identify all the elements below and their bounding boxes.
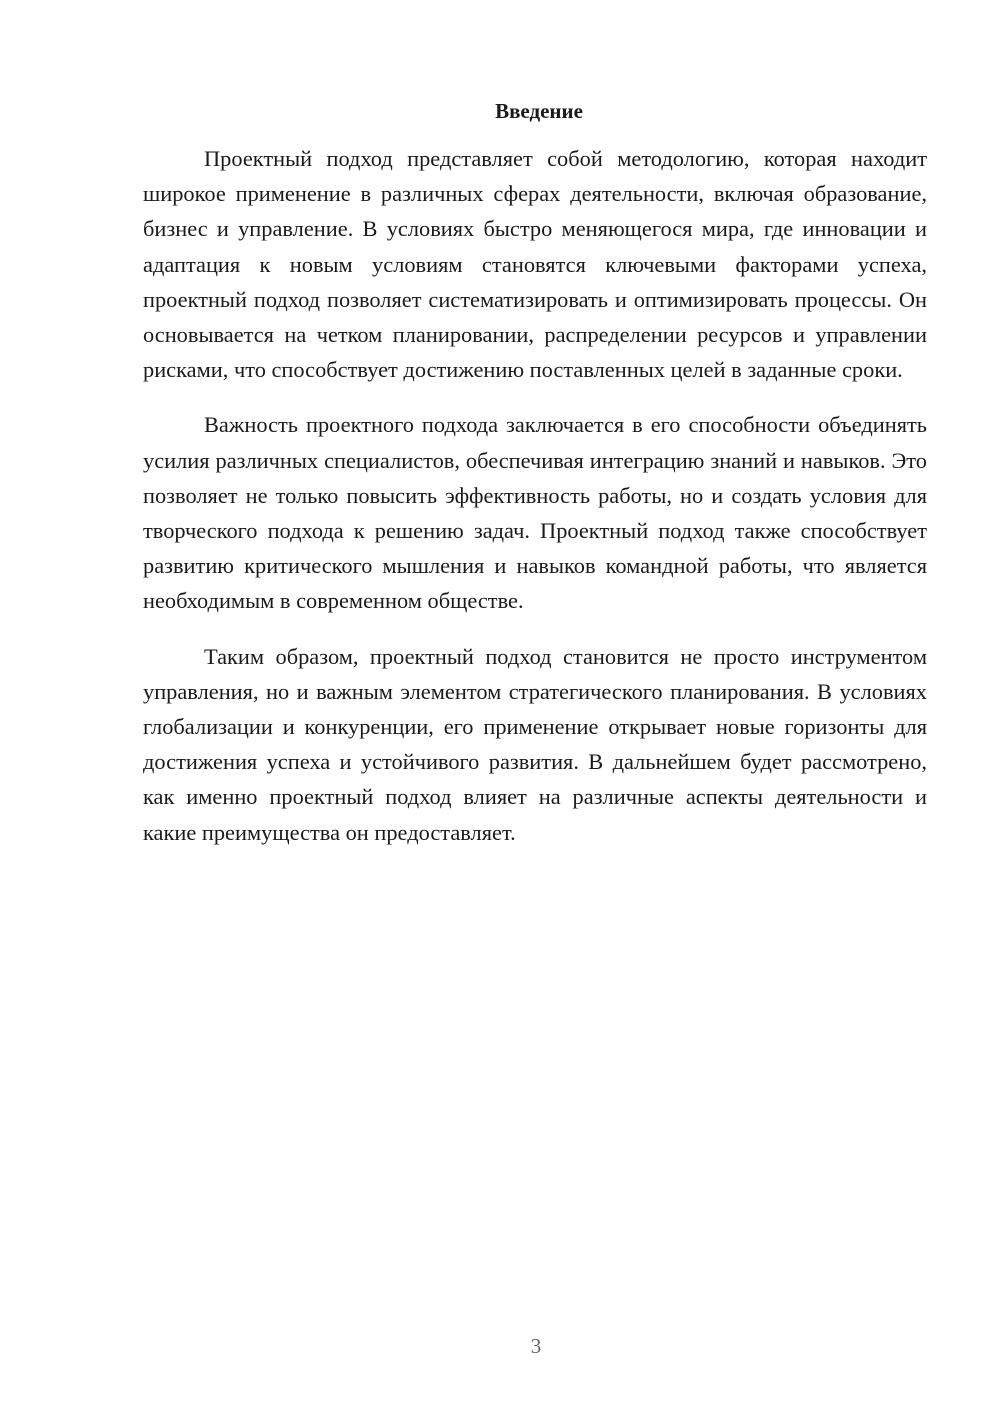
paragraph: Проектный подход представляет собой методологию, которая находит широкое применение в различных сферах деятельности, включая образование, бизнес и управление. В условиях быстро меняющегося мира, где инновации и адаптация к новым условиям становятся ключевыми факторами успеха, проектный подход позволяет систематизировать и оптимизировать процессы. Он основывается на четком планировании, распределении ресурсов и управлении рисками, что способствует достижению поставленных целей в заданные сроки. [143,146,927,383]
page-number: 3 [530,1334,542,1358]
section-title: Введение [495,99,583,123]
paragraph: Важность проектного подхода заключается в его способности объединять усилия различных специалистов, обеспечивая интеграцию знаний и навыков. Это позволяет не только повысить эффективность работы, но и создать условия для творческого подхода к решению задач. Проектный подход также способствует развитию критического мышления и навыков командной работы, что является необходимым в современном обществе. [143,412,927,614]
page-content [143,96,927,850]
paragraph: Таким образом, проектный подход становится не просто инструментом управления, но и важным элементом стратегического планирования. В условиях глобализации и конкуренции, его применение открывает новые горизонты для достижения успеха и устойчивого развития. В дальнейшем будет рассмотрено, как именно проектный подход влияет на различные аспекты деятельности и какие преимущества он предоставляет. [143,643,927,845]
